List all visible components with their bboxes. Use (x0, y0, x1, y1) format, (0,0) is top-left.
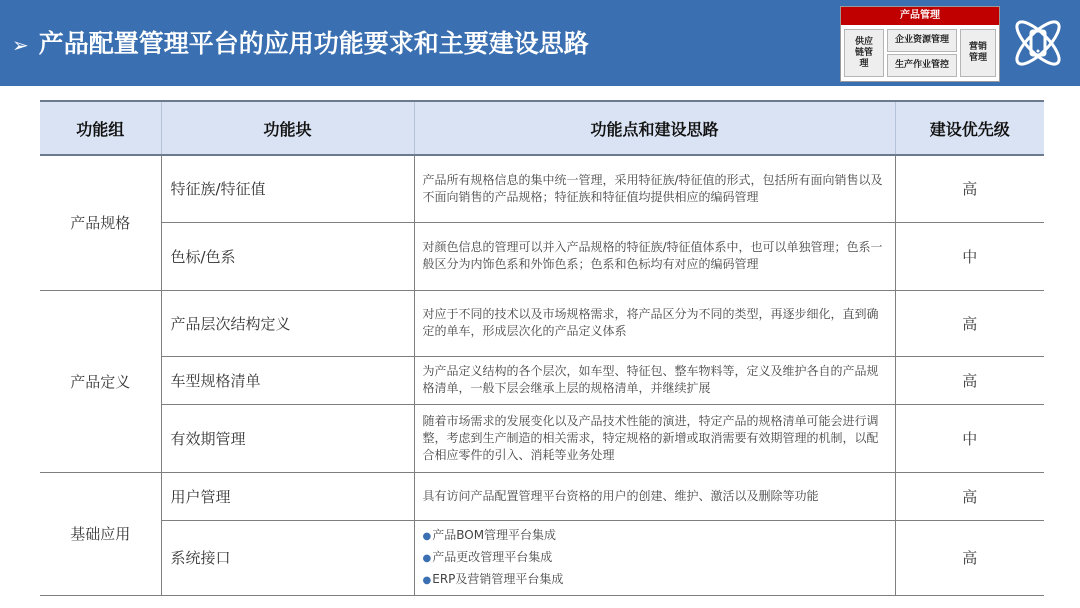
block-cell: 车型规格清单 (161, 356, 414, 404)
block-cell: 特征族/特征值 (161, 155, 414, 222)
table-row (40, 472, 1044, 520)
module-mid-top: 企业资源管理 (887, 29, 957, 52)
module-diagram (840, 6, 1000, 82)
arrow-bullet-icon: ➢ (12, 33, 29, 57)
priority-cell: 中 (895, 222, 1044, 290)
priority-cell: 高 (895, 520, 1044, 595)
desc-cell: 产品所有规格信息的集中统一管理，采用特征族/特征值的形式，包括所有面向销售以及不面向销售的产品规格；特征族和特征值均提供相应的编码管理 (414, 155, 895, 222)
integration-list (423, 525, 888, 591)
table-row (40, 155, 1044, 222)
priority-cell: 高 (895, 155, 1044, 222)
table-row (40, 222, 1044, 290)
block-cell: 系统接口 (161, 520, 414, 595)
block-cell: 产品层次结构定义 (161, 290, 414, 356)
table-row (40, 520, 1044, 595)
desc-cell: 对颜色信息的管理可以并入产品规格的特征族/特征值体系中，也可以单独管理；色系一般区分为内饰色系和外饰色系；色系和色标均有对应的编码管理 (414, 222, 895, 290)
group-cell: 基础应用 (40, 472, 161, 595)
list-item: ● ERP及营销管理平台集成 (423, 569, 888, 591)
desc-cell (414, 520, 895, 595)
page-title-text: 产品配置管理平台的应用功能要求和主要建设思路 (38, 29, 589, 58)
priority-cell: 高 (895, 356, 1044, 404)
desc-cell: 随着市场需求的发展变化以及产品技术性能的演进，特定产品的规格清单可能会进行调整，考虑到生产制造的相关需求，特定规格的新增或取消需要有效期管理的机制，以配合相应零件的引入、消耗等业务处理 (414, 404, 895, 472)
priority-cell: 中 (895, 404, 1044, 472)
module-top: 产品管理 (841, 7, 999, 25)
list-item: ● 产品BOM管理平台集成 (423, 525, 888, 547)
desc-cell: 为产品定义结构的各个层次，如车型、特征包、整车物料等，定义及维护各自的产品规格清单，一般下层会继承上层的规格清单，并继续扩展 (414, 356, 895, 404)
block-cell: 用户管理 (161, 472, 414, 520)
table-row (40, 404, 1044, 472)
module-left: 供应链管理 (844, 29, 884, 77)
page-title (12, 26, 589, 62)
function-table (40, 100, 1044, 596)
table-row (40, 356, 1044, 404)
header-function-points: 功能点和建设思路 (414, 101, 895, 155)
desc-cell: 具有访问产品配置管理平台资格的用户的创建、维护、激活以及删除等功能 (414, 472, 895, 520)
header-function-group: 功能组 (40, 101, 161, 155)
module-right: 营销管理 (960, 29, 996, 77)
table-header-row (40, 101, 1044, 155)
group-cell: 产品规格 (40, 155, 161, 290)
group-cell: 产品定义 (40, 290, 161, 472)
header-function-block: 功能块 (161, 101, 414, 155)
list-item: ● 产品更改管理平台集成 (423, 547, 888, 569)
desc-cell: 对应于不同的技术以及市场规格需求，将产品区分为不同的类型，再逐步细化，直到确定的单车，形成层次化的产品定义体系 (414, 290, 895, 356)
priority-cell: 高 (895, 290, 1044, 356)
module-mid-bottom: 生产作业管控 (887, 54, 957, 77)
table-row (40, 290, 1044, 356)
block-cell: 色标/色系 (161, 222, 414, 290)
header-bar (0, 0, 1080, 86)
atom-phone-icon (1008, 12, 1068, 74)
block-cell: 有效期管理 (161, 404, 414, 472)
header-priority: 建设优先级 (895, 101, 1044, 155)
priority-cell: 高 (895, 472, 1044, 520)
